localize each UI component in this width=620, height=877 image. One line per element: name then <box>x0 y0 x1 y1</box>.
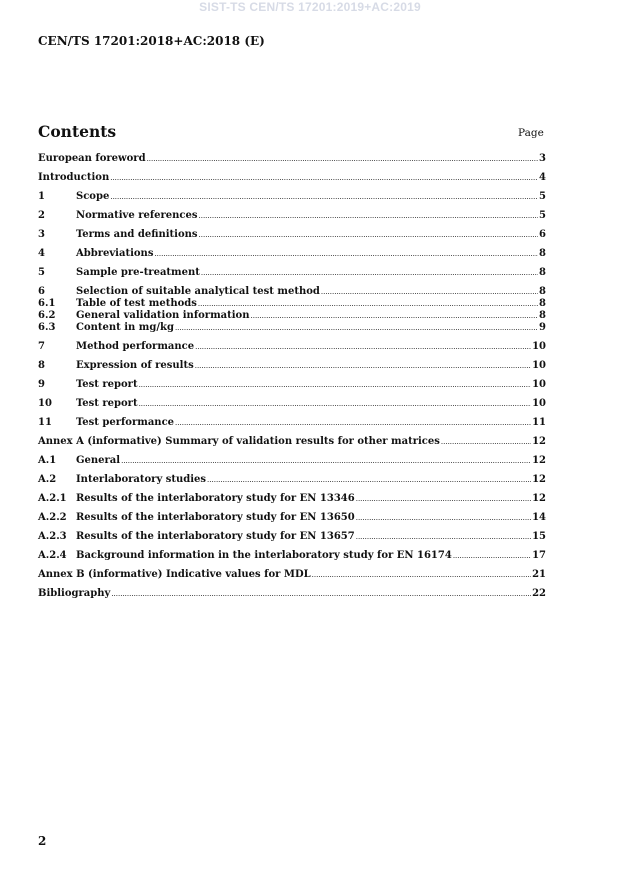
toc-entry-page: 10 <box>532 379 546 390</box>
toc-entry-number: 4 <box>38 248 45 259</box>
toc-entry-page: 8 <box>539 298 546 309</box>
toc-entry[interactable] <box>38 531 546 543</box>
toc-dot-leader <box>110 191 538 203</box>
toc-entry-number: 11 <box>38 417 52 428</box>
toc-entry[interactable] <box>38 455 546 467</box>
toc-entry-title: Results of the interlaboratory study for EN 13346 <box>76 493 355 504</box>
toc-entry-page: 8 <box>539 248 546 259</box>
toc-dot-leader <box>139 379 532 391</box>
toc-entry-title: General <box>76 455 121 466</box>
toc-entry-title: Annex B (informative) Indicative values for MDL <box>38 569 311 580</box>
toc-dot-leader <box>154 248 538 260</box>
toc-entry-page: 12 <box>532 493 546 504</box>
toc-dot-leader <box>110 172 538 184</box>
toc-entry-title: Abbreviations <box>76 248 154 259</box>
document-id-header: CEN/TS 17201:2018+AC:2018 (E) <box>38 34 265 48</box>
toc-entry-page: 12 <box>532 455 546 466</box>
toc-entry-page: 4 <box>539 172 546 183</box>
toc-entry-title: Table of test methods <box>76 298 197 309</box>
toc-entry-title: Results of the interlaboratory study for EN 13657 <box>76 531 355 542</box>
toc-entry-number: A.2.1 <box>38 493 67 504</box>
toc-entry-title: Normative references <box>76 210 198 221</box>
toc-entry-page: 3 <box>539 153 546 164</box>
toc-dot-leader <box>251 310 539 322</box>
toc-entry-number: A.2.2 <box>38 512 67 523</box>
toc-entry[interactable] <box>38 210 546 222</box>
toc-dot-leader <box>207 474 531 486</box>
toc-entry-number: 8 <box>38 360 45 371</box>
toc-entry-page: 6 <box>539 229 546 240</box>
toc-entry[interactable] <box>38 512 546 524</box>
toc-entry-title: Test report <box>76 398 138 409</box>
table-of-contents <box>38 153 546 600</box>
toc-dot-leader <box>453 550 531 562</box>
toc-entry-number: 6.1 <box>38 298 56 309</box>
toc-entry[interactable] <box>38 379 546 391</box>
toc-dot-leader <box>321 286 538 298</box>
toc-entry[interactable] <box>38 417 546 429</box>
toc-entry-number: 7 <box>38 341 45 352</box>
toc-entry-title: Scope <box>76 191 110 202</box>
toc-entry[interactable] <box>38 191 546 203</box>
toc-entry-page: 5 <box>539 191 546 202</box>
toc-entry-title: Sample pre-treatment <box>76 267 200 278</box>
toc-dot-leader <box>139 398 532 410</box>
toc-entry-number: A.2.4 <box>38 550 67 561</box>
toc-entry-title: Introduction <box>38 172 110 183</box>
toc-entry-page: 14 <box>532 512 546 523</box>
toc-entry-page: 10 <box>532 341 546 352</box>
watermark-text: SIST-TS CEN/TS 17201:2019+AC:2019 <box>199 0 421 14</box>
toc-dot-leader <box>195 341 531 353</box>
toc-entry-title: Selection of suitable analytical test method <box>76 286 320 297</box>
page-column-label: Page <box>518 127 544 139</box>
toc-entry[interactable] <box>38 398 546 410</box>
toc-entry-title: Background information in the interlaboratory study for EN 16174 <box>76 550 452 561</box>
toc-dot-leader <box>201 267 538 279</box>
toc-entry-title: Test performance <box>76 417 175 428</box>
toc-entry-page: 8 <box>539 286 546 297</box>
toc-dot-leader <box>175 322 538 334</box>
toc-entry[interactable] <box>38 153 546 165</box>
toc-dot-leader <box>356 531 531 543</box>
toc-entry-title: Results of the interlaboratory study for EN 13650 <box>76 512 355 523</box>
toc-entry-number: 6.2 <box>38 310 56 321</box>
toc-entry[interactable] <box>38 360 546 372</box>
toc-entry[interactable] <box>38 172 546 184</box>
toc-dot-leader <box>121 455 531 467</box>
toc-entry[interactable] <box>38 550 546 562</box>
toc-entry-page: 5 <box>539 210 546 221</box>
toc-entry-title: Method performance <box>76 341 195 352</box>
toc-dot-leader <box>147 153 538 165</box>
toc-entry-page: 17 <box>532 550 546 561</box>
toc-entry[interactable] <box>38 569 546 581</box>
toc-entry-page: 8 <box>539 267 546 278</box>
toc-dot-leader <box>175 417 531 429</box>
toc-entry-page: 12 <box>532 436 546 447</box>
toc-dot-leader <box>199 229 539 241</box>
toc-entry-title: Test report <box>76 379 138 390</box>
toc-dot-leader <box>441 436 531 448</box>
toc-entry-title: European foreword <box>38 153 146 164</box>
toc-entry[interactable] <box>38 474 546 486</box>
toc-entry-title: Terms and definitions <box>76 229 198 240</box>
toc-entry-number: A.2 <box>38 474 57 485</box>
toc-entry-number: 6 <box>38 286 45 297</box>
toc-entry[interactable] <box>38 493 546 505</box>
toc-entry[interactable] <box>38 298 546 310</box>
toc-entry-title: General validation information <box>76 310 250 321</box>
page-number: 2 <box>38 834 47 848</box>
toc-dot-leader <box>356 512 531 524</box>
toc-entry-page: 12 <box>532 474 546 485</box>
toc-entry-title: Bibliography <box>38 588 111 599</box>
toc-entry[interactable] <box>38 341 546 353</box>
toc-entry[interactable] <box>38 286 546 298</box>
toc-entry-number: 6.3 <box>38 322 56 333</box>
toc-entry-page: 10 <box>532 398 546 409</box>
toc-entry-page: 11 <box>532 417 546 428</box>
toc-entry[interactable] <box>38 322 546 334</box>
toc-entry[interactable] <box>38 267 546 279</box>
toc-dot-leader <box>111 588 531 600</box>
toc-entry-page: 9 <box>539 322 546 333</box>
toc-dot-leader <box>198 298 538 310</box>
toc-entry[interactable] <box>38 588 546 600</box>
toc-entry-page: 15 <box>532 531 546 542</box>
toc-entry-title: Content in mg/kg <box>76 322 174 333</box>
toc-entry[interactable] <box>38 436 546 448</box>
toc-entry-number: 9 <box>38 379 45 390</box>
toc-entry-number: 5 <box>38 267 45 278</box>
toc-entry-title: Expression of results <box>76 360 194 371</box>
toc-entry-title: Annex A (informative) Summary of validation results for other matrices <box>38 436 440 447</box>
toc-entry-page: 21 <box>532 569 546 580</box>
toc-entry-number: 10 <box>38 398 52 409</box>
toc-entry[interactable] <box>38 310 546 322</box>
toc-entry-number: 1 <box>38 191 45 202</box>
toc-dot-leader <box>195 360 531 372</box>
contents-heading: Contents <box>38 122 117 141</box>
toc-entry[interactable] <box>38 248 546 260</box>
toc-entry-page: 8 <box>539 310 546 321</box>
toc-dot-leader <box>312 569 531 581</box>
toc-entry-number: A.1 <box>38 455 57 466</box>
toc-dot-leader <box>356 493 531 505</box>
toc-dot-leader <box>199 210 539 222</box>
toc-entry-title: Interlaboratory studies <box>76 474 207 485</box>
toc-entry[interactable] <box>38 229 546 241</box>
toc-entry-number: A.2.3 <box>38 531 67 542</box>
toc-entry-number: 2 <box>38 210 45 221</box>
toc-entry-page: 22 <box>532 588 546 599</box>
toc-entry-page: 10 <box>532 360 546 371</box>
toc-entry-number: 3 <box>38 229 45 240</box>
